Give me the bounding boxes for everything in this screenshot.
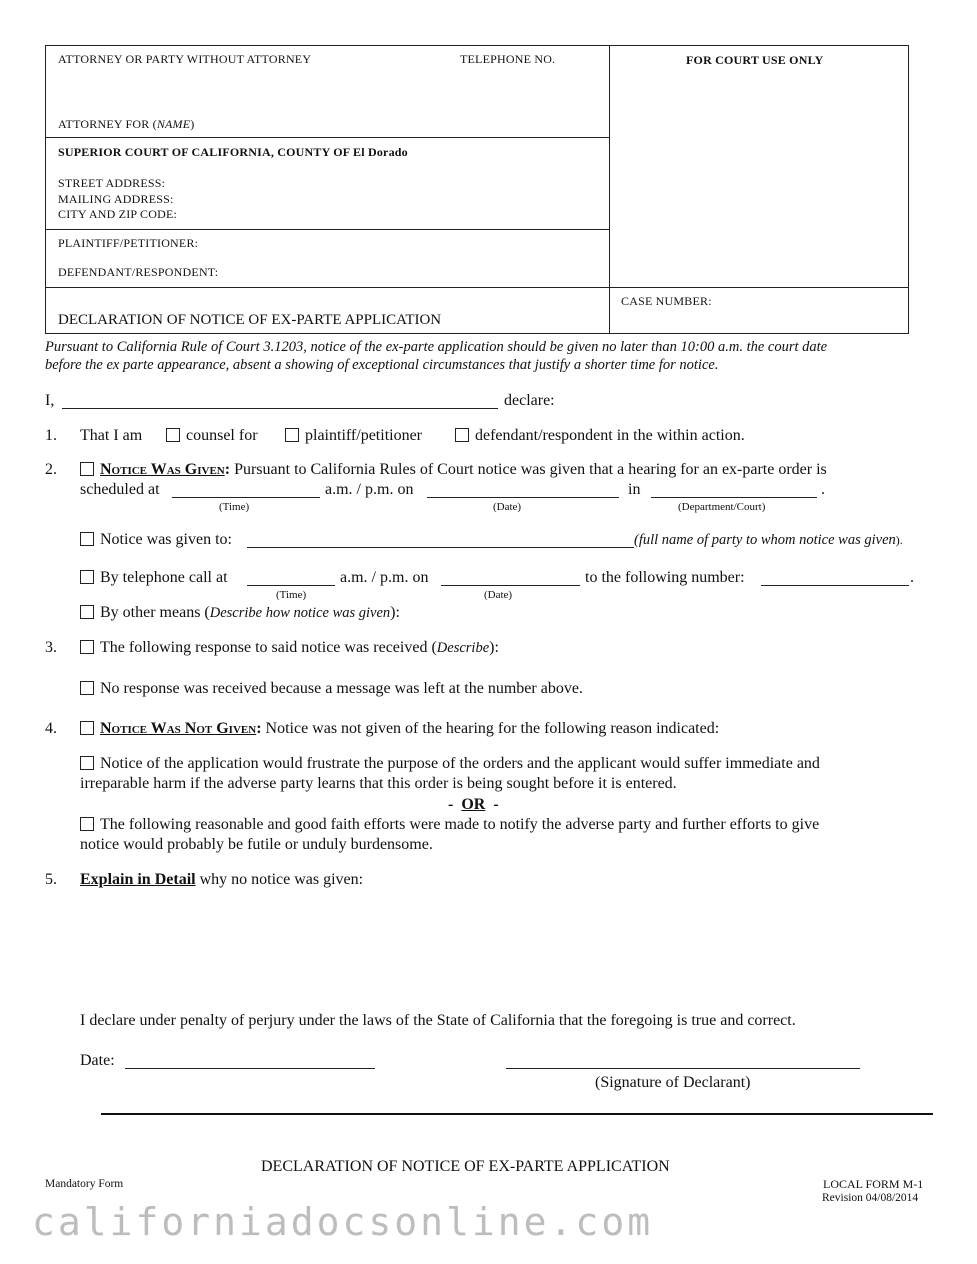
good-faith-text-line-2: notice would probably be futile or unduly burdensome.	[80, 836, 433, 853]
declare-prefix: I,	[45, 392, 55, 409]
given-to-name-field[interactable]	[247, 533, 634, 548]
explain-line	[80, 871, 363, 889]
checkbox[interactable]	[80, 640, 94, 654]
divider	[45, 287, 909, 288]
notice-not-given-option[interactable]	[80, 720, 719, 738]
checkbox[interactable]	[80, 817, 94, 831]
footer-title: DECLARATION OF NOTICE OF EX-PARTE APPLICATION	[261, 1158, 670, 1175]
notice-not-given-text: Notice was not given of the hearing for the following reason indicated:	[265, 720, 720, 737]
attorney-for-name: NAME	[156, 117, 191, 131]
date-label: Date:	[80, 1052, 115, 1069]
response-received-option[interactable]	[80, 639, 499, 657]
explanation-area[interactable]	[80, 895, 909, 1000]
case-number-label: CASE NUMBER:	[621, 294, 712, 308]
explain-heading: Explain in Detail	[80, 871, 196, 888]
response-text: The following response to said notice was received (	[100, 639, 437, 656]
date-caption: (Date)	[493, 501, 522, 513]
phone-number-field[interactable]	[761, 571, 909, 586]
or-text: OR	[461, 796, 486, 813]
declare-suffix: declare:	[504, 392, 555, 409]
divider	[45, 229, 609, 230]
divider	[45, 137, 609, 138]
other-end: ):	[390, 604, 400, 621]
i1-lead: That I am	[80, 427, 143, 444]
other-hint: Describe how notice was given	[209, 605, 391, 621]
checkbox[interactable]	[80, 570, 94, 584]
notice-given-option[interactable]	[80, 461, 827, 479]
response-end: ):	[489, 639, 499, 656]
scheduled-label: scheduled at	[80, 481, 160, 498]
checkbox[interactable]	[80, 721, 94, 735]
declarant-name-field[interactable]	[62, 394, 498, 409]
in-label: in	[628, 481, 641, 498]
court-name: SUPERIOR COURT OF CALIFORNIA, COUNTY OF El Dorado	[58, 145, 408, 159]
phone-ampm-label: a.m. / p.m. on	[340, 569, 429, 586]
notice-given-heading: Notice Was Given	[100, 461, 225, 478]
revision-label: Revision 04/08/2014	[822, 1192, 919, 1204]
perjury-statement: I declare under penalty of perjury under the laws of the State of California that the foregoing is true and correct.	[80, 1012, 796, 1029]
given-to-label: Notice was given to:	[100, 531, 232, 548]
hearing-time-field[interactable]	[172, 483, 320, 498]
frustrate-option[interactable]	[80, 755, 820, 773]
city-zip-label: CITY AND ZIP CODE:	[58, 207, 178, 221]
checkbox[interactable]	[285, 428, 299, 442]
department-caption: (Department/Court)	[678, 501, 766, 513]
no-response-text: No response was received because a message was left at the number above.	[100, 680, 583, 697]
other-lead-label: By other means (	[100, 604, 210, 621]
header-box	[45, 45, 909, 334]
form-title: DECLARATION OF NOTICE OF EX-PARTE APPLICATION	[58, 312, 442, 328]
phone-date-caption: (Date)	[484, 589, 513, 601]
given-to-hint-text: (full name of party to whom notice was given	[634, 532, 896, 548]
phone-number-label: to the following number:	[585, 569, 745, 586]
frustrate-text-line-1: Notice of the application would frustrate the purpose of the orders and the applicant would suffer immediate and	[100, 755, 820, 772]
checkbox[interactable]	[80, 756, 94, 770]
response-hint: Describe	[436, 640, 490, 656]
phone-lead-label: By telephone call at	[100, 569, 228, 586]
item-number-4: 4.	[45, 720, 57, 737]
attorney-for-label	[58, 117, 194, 132]
given-to-hint-end: ).	[895, 533, 903, 547]
or-separator	[448, 796, 499, 814]
colon: :	[256, 720, 262, 737]
watermark: californiadocsonline.com	[32, 1200, 654, 1244]
phone-time-caption: (Time)	[276, 589, 307, 601]
phone-date-field[interactable]	[441, 571, 580, 586]
no-response-option[interactable]	[80, 680, 583, 698]
footer-rule	[101, 1113, 933, 1115]
item-number-2: 2.	[45, 461, 57, 478]
department-field[interactable]	[651, 483, 817, 498]
divider	[609, 45, 610, 333]
colon: :	[224, 461, 231, 478]
checkbox[interactable]	[80, 532, 94, 546]
attorney-for-suffix: )	[190, 117, 195, 131]
phone-time-field[interactable]	[247, 571, 335, 586]
street-address-label: STREET ADDRESS:	[58, 176, 166, 190]
checkbox[interactable]	[455, 428, 469, 442]
notice-not-given-heading: Notice Was Not Given	[100, 720, 257, 737]
mandatory-form-label: Mandatory Form	[45, 1178, 124, 1190]
signature-caption: (Signature of Declarant)	[595, 1074, 751, 1091]
telephone-label: TELEPHONE NO.	[460, 52, 556, 66]
counsel-label: counsel for	[186, 427, 258, 444]
attorney-for-prefix: ATTORNEY FOR (	[58, 117, 157, 131]
explain-text: why no notice was given:	[199, 871, 364, 888]
counsel-option[interactable]	[166, 427, 258, 445]
checkbox[interactable]	[80, 462, 94, 476]
period: .	[821, 481, 825, 498]
defendant-option[interactable]	[455, 427, 745, 445]
checkbox[interactable]	[80, 605, 94, 619]
mailing-address-label: MAILING ADDRESS:	[58, 192, 174, 206]
given-to-hint	[634, 532, 903, 549]
date-field[interactable]	[125, 1054, 375, 1069]
local-form-label: LOCAL FORM M-1	[823, 1177, 924, 1191]
court-use-label: FOR COURT USE ONLY	[686, 53, 824, 67]
good-faith-option[interactable]	[80, 816, 819, 834]
defendant-option-label: defendant/respondent in the within action.	[475, 427, 745, 444]
plaintiff-option[interactable]	[285, 427, 422, 445]
or-dash: -	[493, 796, 499, 813]
notice-given-text: Pursuant to California Rules of Court notice was given that a hearing for an ex-parte order is	[234, 461, 827, 478]
good-faith-text-line-1: The following reasonable and good faith efforts were made to notify the adverse party and further efforts to give	[100, 816, 820, 833]
intro-line-2: before the ex parte appearance, absent a showing of exceptional circumstances that justify a shorter time for notice.	[45, 357, 719, 373]
plaintiff-label: PLAINTIFF/PETITIONER:	[58, 236, 199, 250]
checkbox[interactable]	[80, 681, 94, 695]
telephone-option[interactable]	[80, 569, 228, 587]
item-number-1: 1.	[45, 427, 57, 444]
notice-given-to-option[interactable]	[80, 531, 232, 549]
signature-field[interactable]	[506, 1054, 860, 1069]
hearing-date-field[interactable]	[427, 483, 619, 498]
item-number-3: 3.	[45, 639, 57, 656]
item-number-5: 5.	[45, 871, 57, 888]
other-means-option[interactable]	[80, 604, 400, 622]
intro-line-1: Pursuant to California Rule of Court 3.1203, notice of the ex-parte application should be given no later than 10:00 a.m. the court date	[45, 339, 828, 355]
frustrate-text-line-2: irreparable harm if the adverse party learns that this order is being sought before it is entered.	[80, 775, 677, 792]
defendant-label: DEFENDANT/RESPONDENT:	[58, 265, 219, 279]
period: .	[910, 569, 914, 586]
ampm-label: a.m. / p.m. on	[325, 481, 414, 498]
plaintiff-option-label: plaintiff/petitioner	[305, 427, 423, 444]
attorney-label: ATTORNEY OR PARTY WITHOUT ATTORNEY	[58, 52, 312, 66]
or-dash: -	[448, 796, 454, 813]
time-caption: (Time)	[219, 501, 250, 513]
checkbox[interactable]	[166, 428, 180, 442]
